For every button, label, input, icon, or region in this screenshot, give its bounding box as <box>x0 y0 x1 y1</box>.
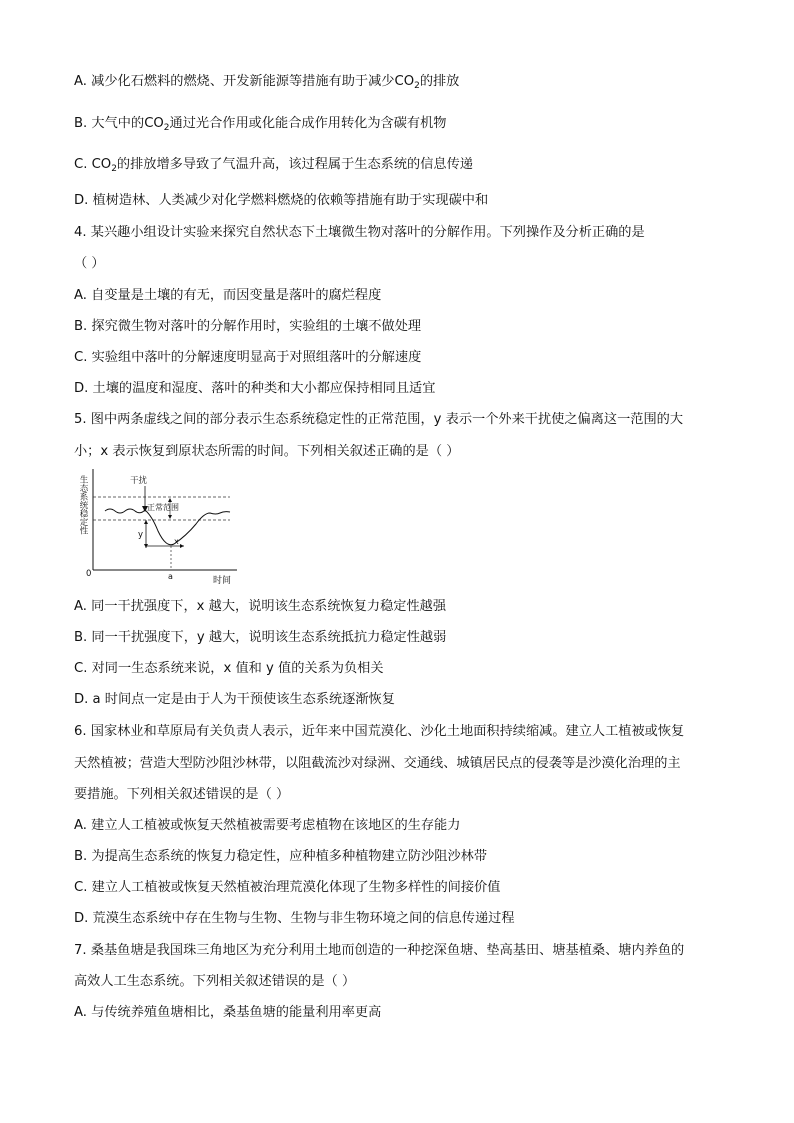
stability-curve <box>105 509 230 545</box>
q3-option-b: B. 大气中的$CO_2$通过光合作用或化能合成作用转化为含碳有机物 <box>74 116 447 133</box>
q6-stem-line3: 要措施。下列相关叙述错误的是（ ） <box>74 787 290 802</box>
q5-option-c: C. 对同一生态系统来说，x 值和 y 值的关系为负相关 <box>74 661 384 676</box>
q6-option-c: C. 建立人工植被或恢复天然植被治理荒漠化体现了生物多样性的间接价值 <box>74 880 501 895</box>
normal-range-label: 正常范围 <box>147 503 179 512</box>
range-arrowhead-bottom <box>168 515 172 519</box>
x-arrowhead-right <box>180 544 184 548</box>
disturb-label: 干扰 <box>130 476 148 486</box>
q4-stem-line2: （ ） <box>74 256 105 271</box>
q6-option-a: A. 建立人工植被或恢复天然植被需要考虑植物在该地区的生存能力 <box>74 818 461 833</box>
q5-option-d: D. a 时间点一定是由于人为干预使该生态系统逐渐恢复 <box>74 692 395 707</box>
figure-ylabel: 生态系统稳定性 <box>78 475 88 535</box>
q4-option-c: C. 实验组中落叶的分解速度明显高于对照组落叶的分解速度 <box>74 350 422 365</box>
q4-option-d: D. 土壤的温度和湿度、落叶的种类和大小都应保持相同且适宜 <box>74 381 436 396</box>
range-arrowhead-top <box>168 498 172 502</box>
q4-option-a: A. 自变量是土壤的有无，而因变量是落叶的腐烂程度 <box>74 288 382 303</box>
q5-stem-line2: 小；x 表示恢复到原状态所需的时间。下列相关叙述正确的是（ ） <box>74 444 460 459</box>
q3-option-a: A. 减少化石燃料的燃烧、开发新能源等措施有助于减少$CO_2$的排放 <box>74 74 460 91</box>
q5-option-a: A. 同一干扰强度下，x 越大，说明该生态系统恢复力稳定性越强 <box>74 599 447 614</box>
q3-option-d: D. 植树造林、人类减少对化学燃料燃烧的依赖等措施有助于实现碳中和 <box>74 193 489 208</box>
y-arrowhead-top <box>144 520 148 524</box>
q6-option-b: B. 为提高生态系统的恢复力稳定性，应种植多种植物建立防沙阻沙林带 <box>74 849 488 864</box>
q5-option-b: B. 同一干扰强度下，y 越大，说明该生态系统抵抗力稳定性越弱 <box>74 630 447 645</box>
figure-xlabel: 时间 <box>213 576 232 586</box>
x-label: x <box>174 537 179 546</box>
q7-option-a: A. 与传统养殖鱼塘相比，桑基鱼塘的能量利用率更高 <box>74 1005 382 1020</box>
q6-option-d: D. 荒漠生态系统中存在生物与生物、生物与非生物环境之间的信息传递过程 <box>74 911 515 926</box>
q7-stem-line1: 7. 桑基鱼塘是我国珠三角地区为充分利用土地而创造的一种挖深鱼塘、垫高基田、塘基植桑、塘内养鱼的 <box>74 943 685 958</box>
q5-stem-line1: 5. 图中两条虚线之间的部分表示生态系统稳定性的正常范围，y 表示一个外来干扰使之偏离这一范围的大 <box>74 412 684 427</box>
q4-option-b: B. 探究微生物对落叶的分解作用时，实验组的土壤不做处理 <box>74 319 422 334</box>
q6-stem-line2: 天然植被；营造大型防沙阻沙林带，以阻截流沙对绿洲、交通线、城镇居民点的侵袭等是沙漠化治理的主 <box>74 756 681 771</box>
q6-stem-line1: 6. 国家林业和草原局有关负责人表示，近年来中国荒漠化、沙化土地面积持续缩减。建立人工植被或恢复 <box>74 724 685 739</box>
y-label: y <box>138 530 144 540</box>
stability-figure <box>70 466 240 586</box>
q4-stem-line1: 4. 某兴趣小组设计实验来探究自然状态下土壤微生物对落叶的分解作用。下列操作及分析正确的是 <box>74 225 645 240</box>
q7-stem-line2: 高效人工生态系统。下列相关叙述错误的是（ ） <box>74 974 356 989</box>
a-label: a <box>168 572 173 581</box>
q3-option-c: C. $CO_2$的排放增多导致了气温升高，该过程属于生态系统的信息传递 <box>74 157 473 174</box>
figure-origin: 0 <box>86 569 92 579</box>
